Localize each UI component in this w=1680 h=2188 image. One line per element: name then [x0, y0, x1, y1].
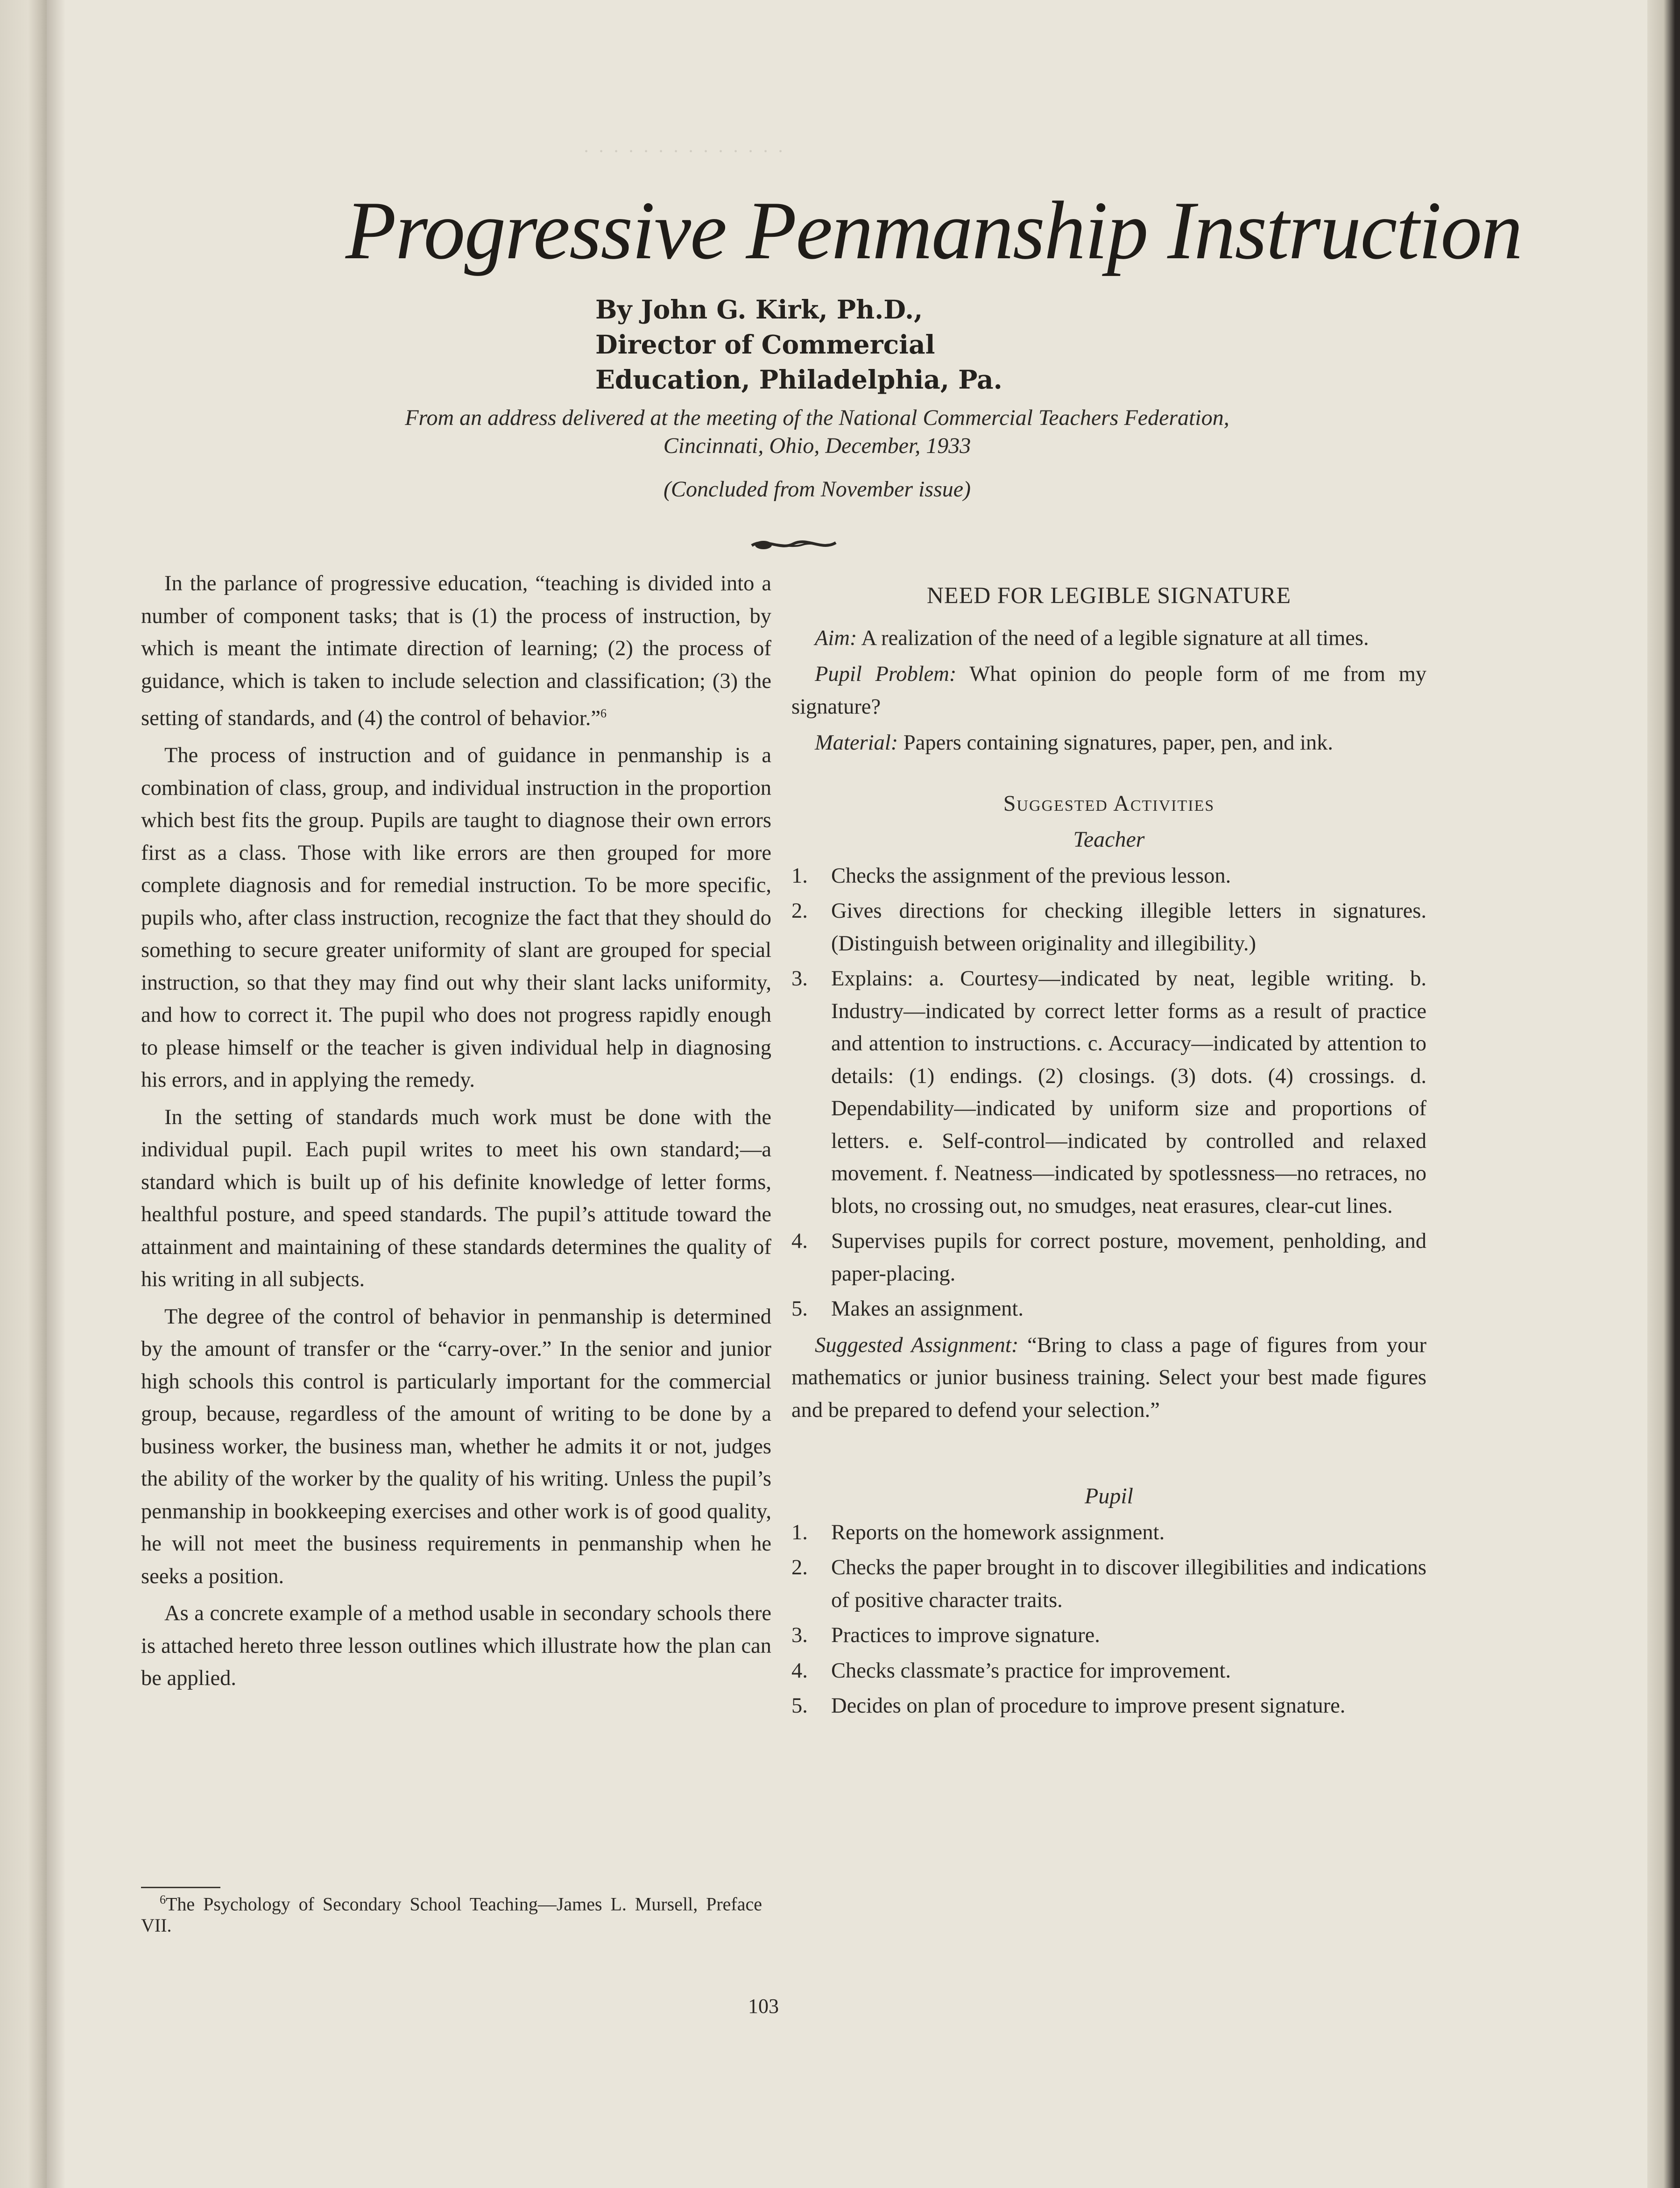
- problem-text: What opinion do people form of me from my signature?: [791, 662, 1427, 719]
- material-label: Material:: [815, 731, 898, 755]
- item-text: Gives directions for checking illegible letters in signatures. (Distinguish between originality and illegibility.): [831, 899, 1426, 956]
- page-number: 103: [748, 1995, 779, 2018]
- material-paragraph: [791, 727, 1426, 759]
- byline: [595, 292, 1062, 397]
- paragraph: As a concrete example of a method usable in secondary schools there is attached hereto three lesson outlines which illustrate how the plan can be applied.: [141, 1601, 771, 1690]
- binding-edge: [0, 0, 47, 2188]
- item-number: 5.: [791, 1297, 808, 1321]
- section-heading: NEED FOR LEGIBLE SIGNATURE: [926, 582, 1292, 608]
- teacher-heading: Teacher: [1073, 827, 1145, 852]
- footnote-rule: [141, 1887, 220, 1888]
- item-number: 1.: [791, 1520, 808, 1544]
- right-column: [791, 579, 1426, 1725]
- list-item: [791, 1619, 1426, 1652]
- ornament-divider: [747, 532, 840, 556]
- byline-line: Education, Philadelphia, Pa.: [595, 364, 1002, 395]
- footnote: [141, 1889, 762, 1936]
- left-column: [141, 567, 771, 1695]
- paragraph: In the setting of standards much work must be done with the individual pupil. Each pupil writes to meet his own standard;—a standard which is built up of his definite knowledge of letter forms, healthful posture, and speed standards. The pupil’s attitude toward the attainment and maintaining of these standards determines the quality of his writing in all subjects.: [141, 1105, 771, 1291]
- item-number: 2.: [791, 899, 808, 923]
- aim-label: Aim:: [815, 626, 857, 650]
- paragraph: The process of instruction and of guidance in penmanship is a combination of class, group, and individual instruction in the proportion which best fits the group. Pupils are taught to diagnose their own errors first as a class. Those with like errors are then grouped for more complete diagnosis and for remedial instruction. To be more specific, pupils who, after class instruction, recognize the fact that they should do something to secure greater uniformity of slant are grouped for special instruction, so that they may find out why their slant lacks uniformity, and how to correct it. The pupil who does not progress rapidly enough to please himself or the teacher is given individual help in diagnosing his errors, and in applying the remedy.: [141, 743, 771, 1092]
- footnote-mark: 6: [600, 707, 607, 720]
- show-through-decoration: · · · · · · · · · · · · · ·: [584, 141, 785, 162]
- teacher-list: [791, 860, 1426, 1325]
- footnote-text: The Psychology of Secondary School Teaching—James L. Mursell, Preface VII.: [141, 1893, 762, 1936]
- material-text: Papers containing signatures, paper, pen, and ink.: [903, 731, 1333, 755]
- address-note: [280, 404, 1354, 460]
- pupil-list: [791, 1516, 1426, 1722]
- page-edge: [1647, 0, 1680, 2188]
- article-title: Progressive Penmanship Instruction: [346, 184, 1522, 276]
- item-text: Checks the paper brought in to discover illegibilities and indications of positive character traits.: [831, 1556, 1426, 1612]
- byline-line: By John G. Kirk, Ph.D.,: [595, 294, 923, 325]
- item-text: Reports on the homework assignment.: [831, 1520, 1165, 1544]
- activities-heading: Suggested Activities: [1003, 791, 1215, 816]
- problem-paragraph: [791, 658, 1426, 723]
- list-item: [791, 1690, 1426, 1722]
- problem-label: Pupil Problem:: [815, 662, 957, 686]
- item-text: Makes an assignment.: [831, 1297, 1024, 1321]
- item-text: Decides on plan of procedure to improve present signature.: [831, 1694, 1346, 1718]
- assignment-label: Suggested Assignment:: [815, 1333, 1019, 1357]
- item-text: Supervises pupils for correct posture, movement, penholding, and paper-placing.: [831, 1229, 1426, 1286]
- list-item: [791, 963, 1426, 1222]
- address-line: From an address delivered at the meeting of the National Commercial Teachers Federation,: [405, 405, 1229, 430]
- byline-line: Director of Commercial: [595, 329, 935, 360]
- item-number: 4.: [791, 1658, 808, 1683]
- item-number: 1.: [791, 864, 808, 888]
- item-number: 5.: [791, 1694, 808, 1718]
- address-line: Cincinnati, Ohio, December, 1933: [663, 433, 971, 458]
- list-item: [791, 895, 1426, 960]
- paragraph: [141, 567, 771, 735]
- item-text: Checks the assignment of the previous lesson.: [831, 864, 1231, 888]
- item-number: 3.: [791, 1623, 808, 1647]
- item-number: 4.: [791, 1229, 808, 1253]
- item-text: Explains: a. Courtesy—indicated by neat, legible writing. b. Industry—indicated by correct letter forms as a result of practice and attention to instructions. c. Accuracy—indicated by attention to details: (1) endings. (2) closings. (3) dots. (4) crossings. d. Dependability—indicated by uniform size and proportions of letters. e. Self-control—indicated by controlled and relaxed movement. f. Neatness—indicated by spotlessness—no retraces, no blots, no crossing out, no smudges, neat erasures, clear-cut lines.: [831, 967, 1426, 1218]
- binding-shadow: [47, 0, 65, 2188]
- list-item: [791, 1655, 1426, 1687]
- concluded-note: (Concluded from November issue): [663, 477, 971, 502]
- item-number: 2.: [791, 1556, 808, 1579]
- list-item: [791, 1551, 1426, 1616]
- list-item: [791, 1293, 1426, 1325]
- list-item: [791, 1225, 1426, 1290]
- item-text: Checks classmate’s practice for improvement.: [831, 1658, 1231, 1683]
- aim-paragraph: [791, 622, 1426, 655]
- list-item: [791, 1516, 1426, 1549]
- list-item: [791, 860, 1426, 892]
- assignment-text: “Bring to class a page of figures from your mathematics or junior business training. Select your best made figures and be prepared to defend your selection.”: [791, 1333, 1427, 1422]
- footnote-number: 6: [160, 1893, 166, 1906]
- assignment-paragraph: [791, 1329, 1426, 1427]
- item-number: 3.: [791, 967, 808, 991]
- item-text: Practices to improve signature.: [831, 1623, 1100, 1647]
- paragraph: The degree of the control of behavior in penmanship is determined by the amount of transfer or the “carry-over.” In the senior and junior high schools this control is particularly important for the commercial group, because, regardless of the amount of writing to be done by a business worker, the business man, whether he admits it or not, judges the ability of the worker by the quality of his writing. Unless the pupil’s penmanship in bookkeeping exercises and other work is of good quality, he will not meet the business requirements in penmanship when he seeks a position.: [141, 1304, 771, 1588]
- pupil-heading: Pupil: [1085, 1484, 1133, 1508]
- aim-text: A realization of the need of a legible signature at all times.: [861, 626, 1369, 650]
- paragraph-text: In the parlance of progressive education, “teaching is divided into a number of component tasks; that is (1) the process of instruction, by which is meant the intimate direction of learning; (2) the process of guidance, which is taken to include selection and classification; (3) the setting of standards, and (4) the control of behavior.”: [141, 572, 771, 730]
